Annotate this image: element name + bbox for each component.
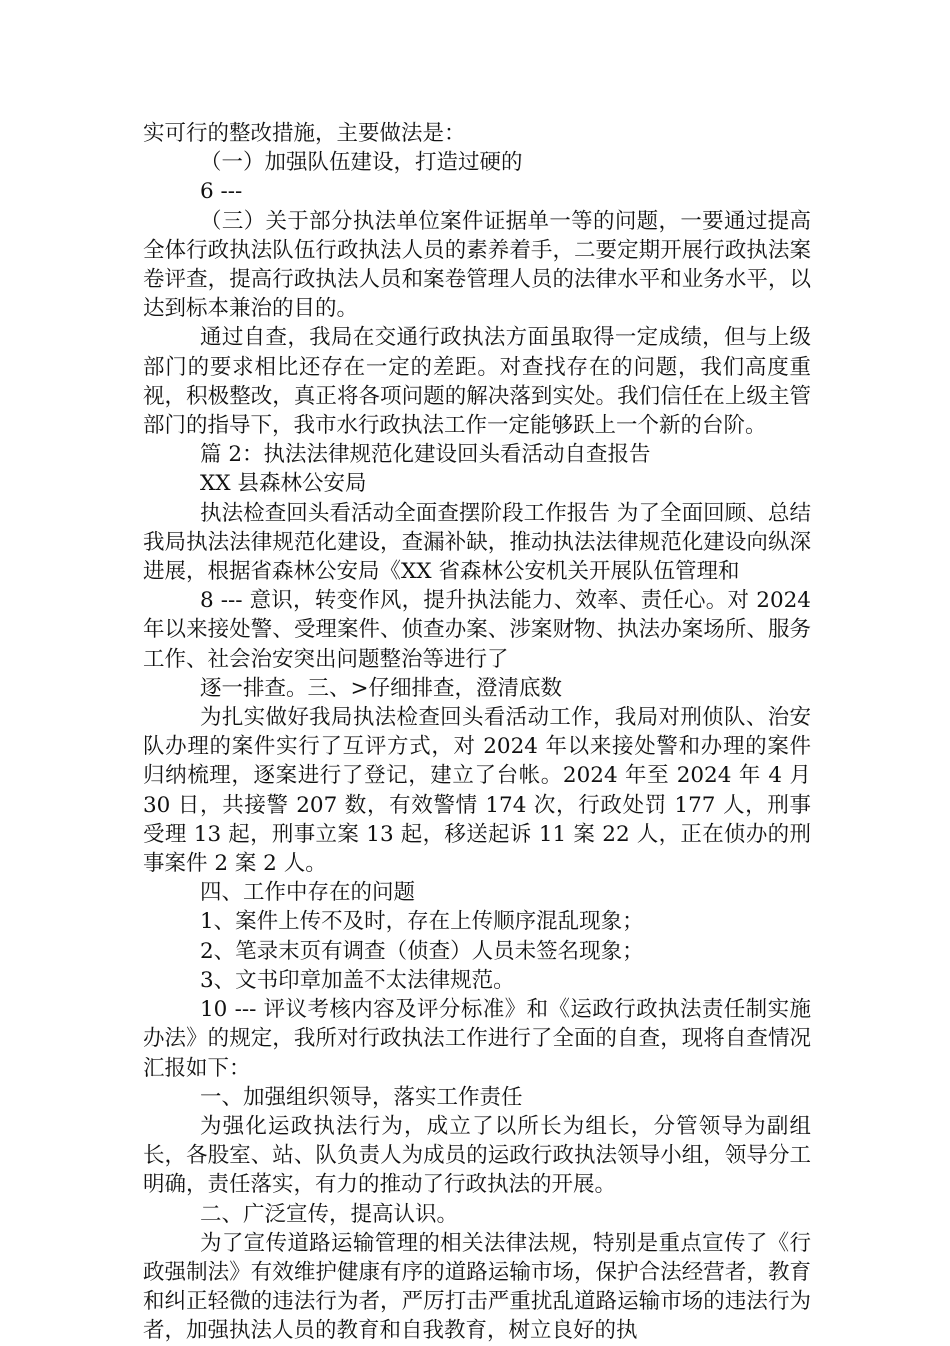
paragraph-page-10-content: 10 --- 评议考核内容及评分标准》和《运政行政执法责任制实施办法》的规定，我所对行政执法工作进行了全面的自查，现将自查情况汇报如下： [143,997,811,1081]
paragraph-review-report: 执法检查回头看活动全面查摆阶段工作报告 为了全面回顾、总结我局执法法律规范化建设，查漏补缺，推动执法法律规范化建设向纵深进展，根据省森林公安局《XX 省森林公安机关开展队伍管理和 [143,500,811,585]
heading-publicity: 二、广泛宣传，提高认识。 [200,1201,459,1227]
paragraph-thorough-check: 逐一排查。三、>仔细排查，澄清底数 [200,675,563,701]
paragraph-case-evidence: （三）关于部分执法单位案件证据单一等的问题，一要通过提高全体行政执法队伍行政执法人员的素养着手，二要定期开展行政执法案卷评查，提高行政执法人员和案卷管理人员的法律水平和业务水平，以达到标本兼治的目的。 [143,208,811,322]
paragraph-team-building: （一）加强队伍建设，打造过硬的 [200,150,523,176]
paragraph-publicity-details: 为了宣传道路运输管理的相关法律法规，特别是重点宣传了《行政强制法》有效维护健康有序的道路运输市场，保护合法经营者，教育和纠正轻微的违法行为者，严厉打击严重扰乱道路运输市场的违法行为者，加强执法人员的教育和自我教育，树立良好的执 [143,1230,811,1344]
heading-organization-leadership: 一、加强组织领导，落实工作责任 [200,1084,523,1110]
paragraph-case-statistics: 为扎实做好我局执法检查回头看活动工作，我局对刑侦队、治安队办理的案件实行了互评方式，对 2024 年以来接处警和办理的案件归纳梳理，逐案进行了登记，建立了台帐。2024 年至 2024 年 4 月 30 日，共接警 207 数，有效警情 174 次，行政处罚 177 人，刑事受理 13 起，刑事立案 13 起，移送起诉 11 案 22 人，正在侦办的刑事案件 2 案 2 人。 [143,705,811,877]
list-item-problem-1: 1、案件上传不及时，存在上传顺序混乱现象； [200,909,644,935]
section-heading-part-2: 篇 2：执法法律规范化建设回头看活动自查报告 [200,442,651,468]
paragraph-self-inspection-summary: 通过自查，我局在交通行政执法方面虽取得一定成绩，但与上级部门的要求相比还存在一定的差距。对查找存在的问题，我们高度重视，积极整改，真正将各项问题的解决落到实处。我们信任在上级主管部门的指导下，我市水行政执法工作一定能够跃上一个新的台阶。 [143,325,811,439]
heading-existing-problems: 四、工作中存在的问题 [200,880,416,906]
paragraph-leadership-group: 为强化运政执法行为，成立了以所长为组长，分管领导为副组长，各股室、站、队负责人为成员的运政行政执法领导小组，领导分工明确，责任落实，有力的推动了行政执法的开展。 [143,1113,811,1198]
list-item-problem-3: 3、文书印章加盖不太法律规范。 [200,967,515,993]
paragraph-intro-measures: 实可行的整改措施，主要做法是： [143,121,466,146]
page-marker-6: 6 --- [200,179,243,205]
paragraph-page-8-content: 8 --- 意识，转变作风，提升执法能力、效率、责任心。对 2024 年以来接处警、受理案件、侦查办案、涉案财物、执法办案场所、服务工作、社会治安突出问题整治等进行了 [143,588,811,672]
document-body [143,119,811,1346]
list-item-problem-2: 2、笔录末页有调查（侦查）人员未签名现象； [200,938,644,964]
agency-name: XX 县森林公安局 [200,471,367,497]
